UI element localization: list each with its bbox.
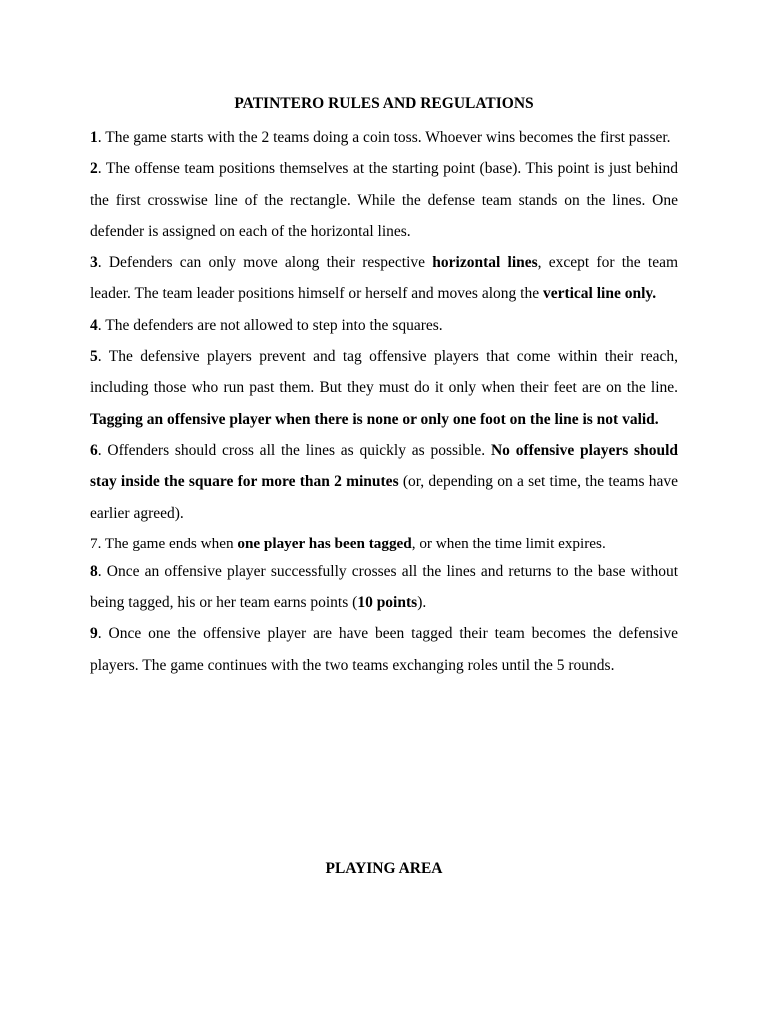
rules-list [90,122,678,681]
rule-number: 7 [90,534,98,552]
rule-text: ). [417,594,427,612]
rule-text: . Once an offensive player successfully crosses all the lines and returns to the base without being tagged, his or her team earns points ( [90,562,678,612]
rule-text: . The game ends when [97,534,238,552]
rule-text: . The defenders are not allowed to step into the squares. [97,316,443,334]
rule-item-8 [90,556,678,619]
rule-number: 3 [90,254,98,272]
rule-item-4 [90,310,678,341]
rule-emphasis: Tagging an offensive player when there is none or only one foot on the line is not valid. [90,410,659,428]
rule-number: 4 [90,316,98,334]
rule-number: 5 [90,348,98,366]
rule-text: . Defenders can only move along their respective [97,254,433,272]
rule-item-7 [90,529,678,556]
rule-text: , except for the team leader. The team leader positions himself or herself and moves along the [90,254,679,303]
rule-text: . Offenders should cross all the lines as quickly as possible. [97,441,491,459]
document-title: PATINTERO RULES AND REGULATIONS [234,95,534,112]
rule-text: . The defensive players prevent and tag offensive players that come within their reach, including those who run past them. But they must do it only when their feet are on the line. [90,348,678,397]
rule-text: . The offense team positions themselves at the starting point (base). This point is just behind the first crosswise line of the rectangle. While the defense team stands on the lines. One defender is assigned on each of the horizontal lines. [90,160,678,240]
rule-item-1 [90,122,678,153]
rule-text: . Once one the offensive player are have been tagged their team becomes the defensive players. The game continues with the two teams exchanging roles until the 5 rounds. [90,625,678,674]
rule-item-3 [90,247,678,310]
rule-emphasis: horizontal lines [432,254,538,272]
rule-text: . The game starts with the 2 teams doing a coin toss. Whoever wins becomes the first passer. [97,129,671,146]
rule-emphasis: No offensive players should stay inside the square for more than 2 minutes [90,441,678,491]
rule-item-2 [90,153,678,247]
rule-number: 8 [90,562,98,580]
rule-number: 9 [90,625,98,643]
rule-emphasis: 10 points [357,594,418,612]
rule-number: 1 [90,129,98,146]
rule-emphasis: one player has been tagged [237,534,412,552]
rule-text: (or, depending on a set time, the teams have earlier agreed). [90,473,678,522]
section-title-playing-area: PLAYING AREA [325,860,443,877]
rule-number: 2 [90,160,98,178]
rule-item-6 [90,435,678,529]
rule-number: 6 [90,441,98,459]
rule-emphasis: vertical line only. [542,285,657,303]
rule-item-5 [90,341,678,435]
rule-item-9 [90,618,678,681]
rule-text: , or when the time limit expires. [411,534,606,552]
